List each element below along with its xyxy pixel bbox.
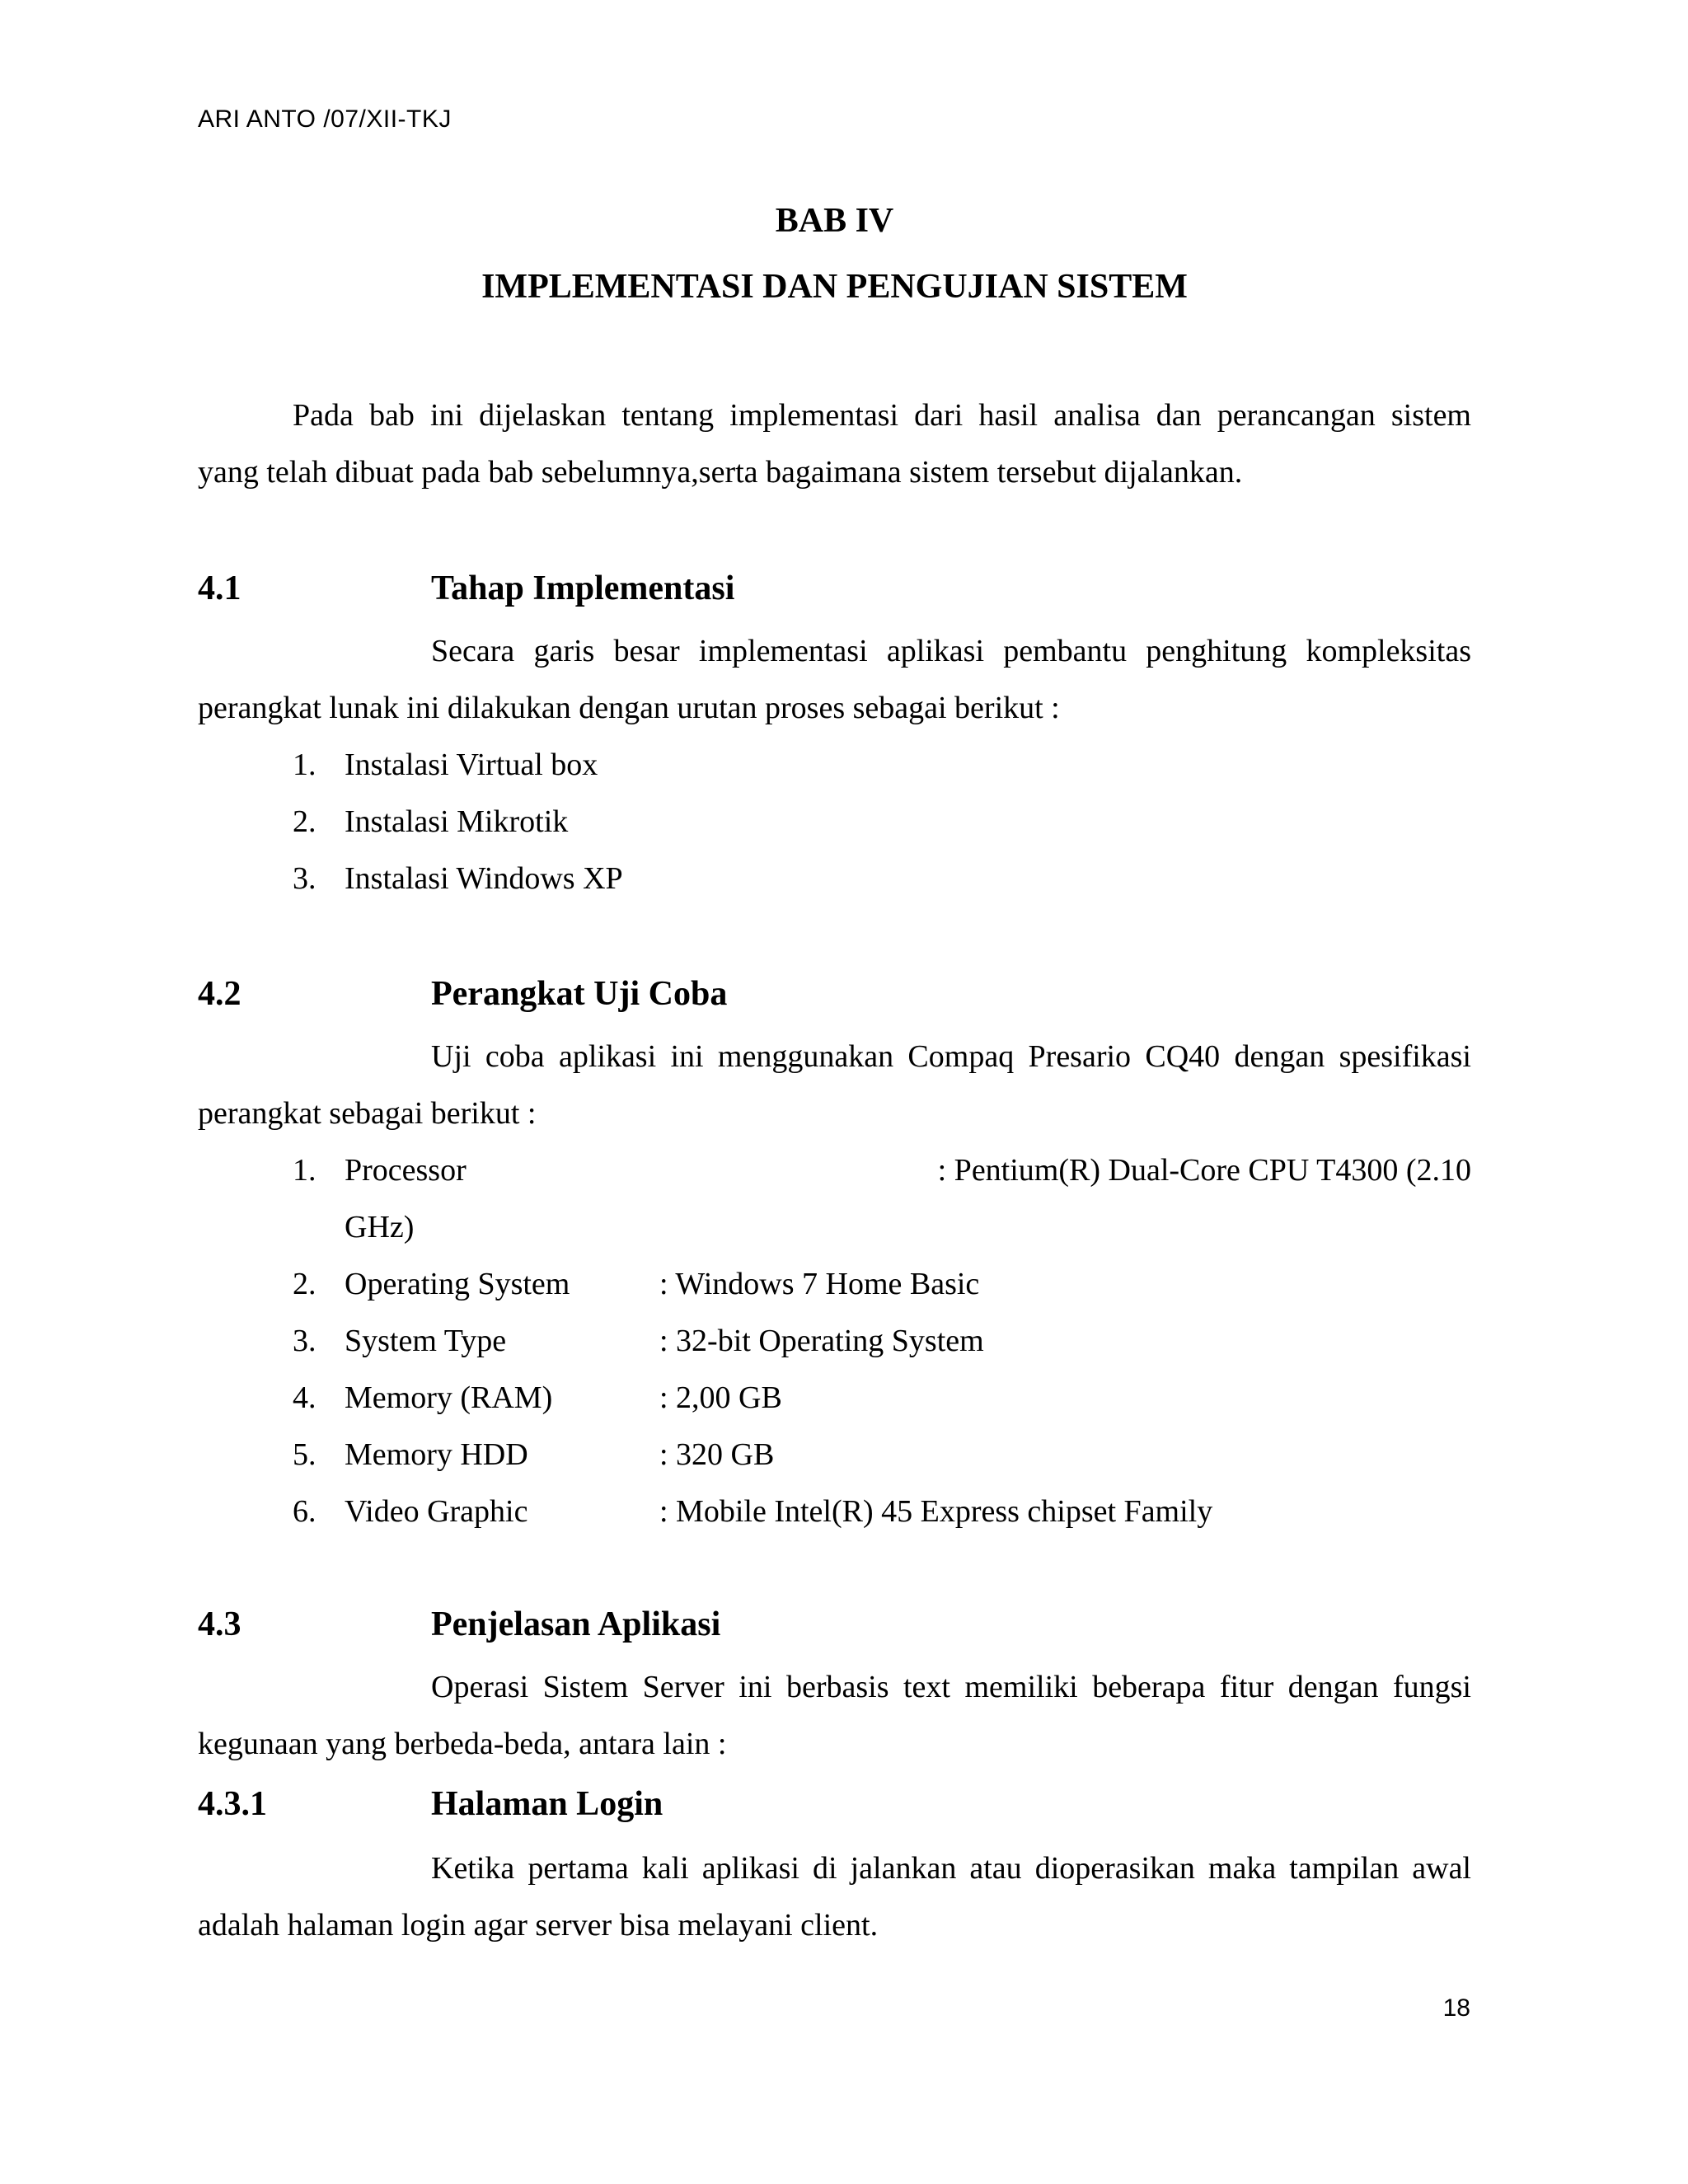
spec-label: System Type	[345, 1324, 507, 1358]
spec-row	[198, 1256, 1471, 1313]
paragraph-line: kegunaan yang berbeda-beda, antara lain :	[198, 1727, 727, 1761]
spec-row	[198, 1427, 1471, 1483]
document-header: ARI ANTO /07/XII-TKJ	[198, 105, 452, 133]
spec-row	[198, 1370, 1471, 1427]
list-item-text: Instalasi Virtual box	[345, 748, 598, 782]
list-item	[198, 794, 1471, 851]
paragraph-line: adalah halaman login agar server bisa melayani client.	[198, 1908, 879, 1943]
list-item	[198, 851, 1471, 907]
list-marker: 6.	[293, 1494, 316, 1529]
spec-label: Video Graphic	[345, 1494, 528, 1529]
spec-value-continuation	[198, 1199, 1471, 1256]
list-item	[198, 737, 1471, 794]
spec-label: Operating System	[345, 1267, 570, 1301]
section-4-2-paragraph	[198, 1029, 1471, 1142]
section-title: Penjelasan Aplikasi	[431, 1605, 721, 1643]
implementation-steps-list	[198, 737, 1471, 907]
spec-value: : Pentium(R) Dual-Core CPU T4300 (2.10	[937, 1153, 1471, 1188]
section-number: 4.3.1	[198, 1785, 267, 1823]
page-number: 18	[1442, 1994, 1470, 2022]
spec-value: : 2,00 GB	[659, 1380, 782, 1415]
spec-value: : 320 GB	[659, 1437, 775, 1472]
list-marker: 1.	[293, 748, 316, 782]
section-title: Halaman Login	[431, 1785, 663, 1823]
spec-row	[198, 1313, 1471, 1370]
intro-paragraph	[198, 387, 1471, 501]
list-marker: 5.	[293, 1437, 316, 1472]
spec-row	[198, 1142, 1471, 1199]
list-marker: 3.	[293, 861, 316, 896]
spec-label: Memory HDD	[345, 1437, 528, 1472]
spec-value: : Windows 7 Home Basic	[659, 1267, 980, 1301]
list-marker: 1.	[293, 1153, 316, 1188]
paragraph-line: Uji coba aplikasi ini menggunakan Compaq Presario CQ40 dengan spesifikasi	[431, 1039, 1471, 1074]
section-number: 4.3	[198, 1605, 241, 1643]
chapter-title: IMPLEMENTASI DAN PENGUJIAN SISTEM	[481, 268, 1188, 306]
list-marker: 4.	[293, 1380, 316, 1415]
spec-label: Memory (RAM)	[345, 1380, 553, 1415]
chapter-number: BAB IV	[775, 202, 894, 240]
paragraph-line: yang telah dibuat pada bab sebelumnya,serta bagaimana sistem tersebut dijalankan.	[198, 455, 1243, 490]
section-number: 4.2	[198, 975, 241, 1013]
section-title: Perangkat Uji Coba	[431, 975, 728, 1013]
section-4-1-paragraph	[198, 623, 1471, 737]
spec-value: : 32-bit Operating System	[659, 1324, 984, 1358]
spec-row	[198, 1483, 1471, 1540]
paragraph-line: Secara garis besar implementasi aplikasi pembantu penghitung kompleksitas	[431, 634, 1471, 668]
spec-value-wrap: GHz)	[345, 1210, 415, 1244]
list-marker: 3.	[293, 1324, 316, 1358]
list-marker: 2.	[293, 1267, 316, 1301]
section-4-3-1-paragraph	[198, 1840, 1471, 1954]
paragraph-line: Ketika pertama kali aplikasi di jalankan atau dioperasikan maka tampilan awal	[431, 1851, 1471, 1886]
spec-label: Processor	[345, 1153, 467, 1188]
device-specs-list	[198, 1142, 1471, 1540]
section-number: 4.1	[198, 569, 241, 607]
list-marker: 2.	[293, 804, 316, 839]
section-4-3-paragraph	[198, 1659, 1471, 1773]
paragraph-line: perangkat sebagai berikut :	[198, 1096, 537, 1131]
list-item-text: Instalasi Mikrotik	[345, 804, 569, 839]
paragraph-line: Pada bab ini dijelaskan tentang implementasi dari hasil analisa dan perancangan sistem	[293, 398, 1471, 433]
section-title: Tahap Implementasi	[431, 569, 735, 607]
spec-value: : Mobile Intel(R) 45 Express chipset Family	[659, 1494, 1213, 1529]
paragraph-line: Operasi Sistem Server ini berbasis text memiliki beberapa fitur dengan fungsi	[431, 1670, 1471, 1704]
list-item-text: Instalasi Windows XP	[345, 861, 623, 896]
paragraph-line: perangkat lunak ini dilakukan dengan urutan proses sebagai berikut :	[198, 691, 1060, 725]
